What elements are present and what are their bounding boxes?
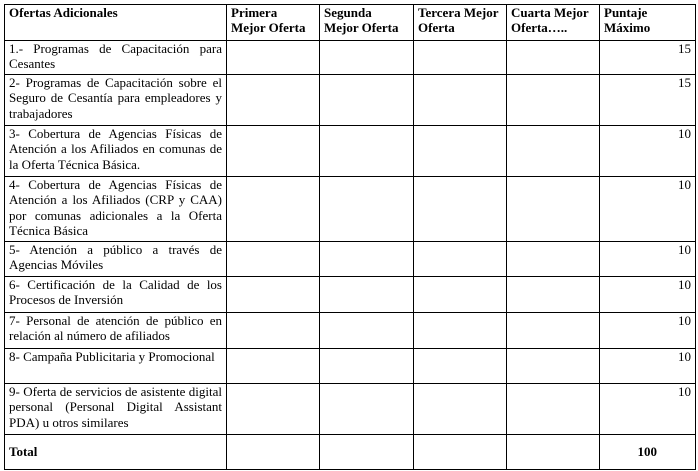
cell-tercera	[414, 126, 507, 177]
table-row	[5, 277, 696, 313]
header-row	[5, 5, 696, 41]
table-row	[5, 41, 696, 75]
row-score: 15	[600, 41, 696, 75]
total-row	[5, 435, 696, 470]
offers-table	[4, 4, 696, 470]
cell-cuarta	[507, 75, 600, 126]
header-cuarta-mejor-oferta: Cuarta Mejor Oferta…..	[507, 5, 600, 41]
header-tercera-mejor-oferta: Tercera Mejor Oferta	[414, 5, 507, 41]
cell-primera	[227, 41, 320, 75]
cell-segunda	[320, 41, 414, 75]
header-puntaje-maximo: Puntaje Máximo	[600, 5, 696, 41]
cell-segunda	[320, 177, 414, 242]
row-score: 10	[600, 313, 696, 349]
cell-primera	[227, 242, 320, 277]
cell-cuarta	[507, 384, 600, 435]
cell-primera	[227, 177, 320, 242]
row-description: 6- Certificación de la Calidad de los Procesos de Inversión	[5, 277, 227, 313]
header-ofertas-adicionales: Ofertas Adicionales	[5, 5, 227, 41]
row-description: 3- Cobertura de Agencias Físicas de Atención a los Afiliados en comunas de la Oferta Técnica Básica.	[5, 126, 227, 177]
row-description: 4- Cobertura de Agencias Físicas de Atención a los Afiliados (CRP y CAA) por comunas adicionales a la Oferta Técnica Básica	[5, 177, 227, 242]
cell-primera	[227, 435, 320, 470]
cell-primera	[227, 313, 320, 349]
cell-segunda	[320, 277, 414, 313]
cell-tercera	[414, 435, 507, 470]
table-row	[5, 177, 696, 242]
row-description: 1.- Programas de Capacitación para Cesantes	[5, 41, 227, 75]
cell-segunda	[320, 349, 414, 384]
total-label: Total	[5, 435, 227, 470]
table-row	[5, 242, 696, 277]
cell-cuarta	[507, 277, 600, 313]
cell-primera	[227, 384, 320, 435]
cell-primera	[227, 349, 320, 384]
row-description: 7- Personal de atención de público en relación al número de afiliados	[5, 313, 227, 349]
cell-segunda	[320, 384, 414, 435]
cell-primera	[227, 126, 320, 177]
cell-segunda	[320, 313, 414, 349]
row-score: 10	[600, 384, 696, 435]
cell-tercera	[414, 177, 507, 242]
cell-segunda	[320, 435, 414, 470]
cell-tercera	[414, 242, 507, 277]
cell-cuarta	[507, 349, 600, 384]
cell-segunda	[320, 126, 414, 177]
cell-segunda	[320, 75, 414, 126]
row-description: 5- Atención a público a través de Agencias Móviles	[5, 242, 227, 277]
table-row	[5, 75, 696, 126]
cell-tercera	[414, 384, 507, 435]
table-row	[5, 384, 696, 435]
row-description: 8- Campaña Publicitaria y Promocional	[5, 349, 227, 384]
row-score: 15	[600, 75, 696, 126]
cell-tercera	[414, 313, 507, 349]
header-primera-mejor-oferta: Primera Mejor Oferta	[227, 5, 320, 41]
row-score: 10	[600, 349, 696, 384]
total-score: 100	[600, 435, 696, 470]
cell-segunda	[320, 242, 414, 277]
row-score: 10	[600, 277, 696, 313]
cell-cuarta	[507, 41, 600, 75]
table-row	[5, 313, 696, 349]
cell-primera	[227, 277, 320, 313]
cell-tercera	[414, 75, 507, 126]
row-score: 10	[600, 177, 696, 242]
cell-primera	[227, 75, 320, 126]
row-score: 10	[600, 126, 696, 177]
row-score: 10	[600, 242, 696, 277]
cell-cuarta	[507, 126, 600, 177]
header-segunda-mejor-oferta: Segunda Mejor Oferta	[320, 5, 414, 41]
cell-cuarta	[507, 242, 600, 277]
cell-tercera	[414, 277, 507, 313]
cell-cuarta	[507, 313, 600, 349]
cell-cuarta	[507, 177, 600, 242]
table-row	[5, 349, 696, 384]
row-description: 2- Programas de Capacitación sobre el Seguro de Cesantía para empleadores y trabajadores	[5, 75, 227, 126]
cell-tercera	[414, 349, 507, 384]
row-description: 9- Oferta de servicios de asistente digital personal (Personal Digital Assistant PDA) u otros similares	[5, 384, 227, 435]
table-row	[5, 126, 696, 177]
cell-tercera	[414, 41, 507, 75]
cell-cuarta	[507, 435, 600, 470]
